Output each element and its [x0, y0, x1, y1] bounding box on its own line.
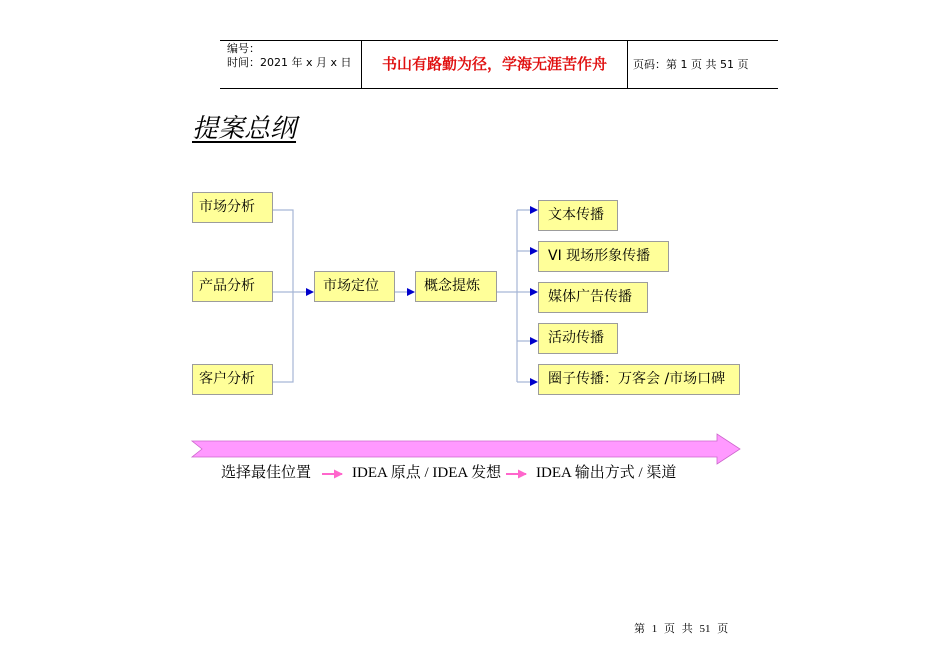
page-footer: 第 1 页 共 51 页	[634, 623, 729, 635]
output-box-circle: 圈子传播：万客会 /市场口碑	[538, 364, 740, 395]
process-step-1: 选择最佳位置	[221, 465, 312, 481]
process-band-arrow	[192, 434, 740, 464]
time-label: 时间：2021 年 x 月 x 日	[227, 56, 352, 69]
positioning-box: 市场定位	[314, 271, 395, 302]
process-step-2: IDEA 原点 / IDEA 发想	[352, 465, 502, 481]
header-motto: 书山有路勤为径，学海无涯苦作舟	[362, 41, 628, 88]
input-box-product-analysis: 产品分析	[192, 271, 273, 302]
input-box-market-analysis: 市场分析	[192, 192, 273, 223]
output-box-event: 活动传播	[538, 323, 618, 354]
output-box-vi: VI 现场形象传播	[538, 241, 669, 272]
header-page-info: 页码：第 1 页 共 51 页	[633, 58, 749, 71]
output-box-text: 文本传播	[538, 200, 618, 231]
number-label: 编号：	[227, 42, 260, 55]
process-step-3: IDEA 输出方式 / 渠道	[536, 465, 677, 481]
page-title: 提案总纲	[192, 114, 297, 144]
connector-input-1	[273, 210, 293, 382]
concept-box: 概念提炼	[415, 271, 497, 302]
output-box-media: 媒体广告传播	[538, 282, 648, 313]
input-box-customer-analysis: 客户分析	[192, 364, 273, 395]
